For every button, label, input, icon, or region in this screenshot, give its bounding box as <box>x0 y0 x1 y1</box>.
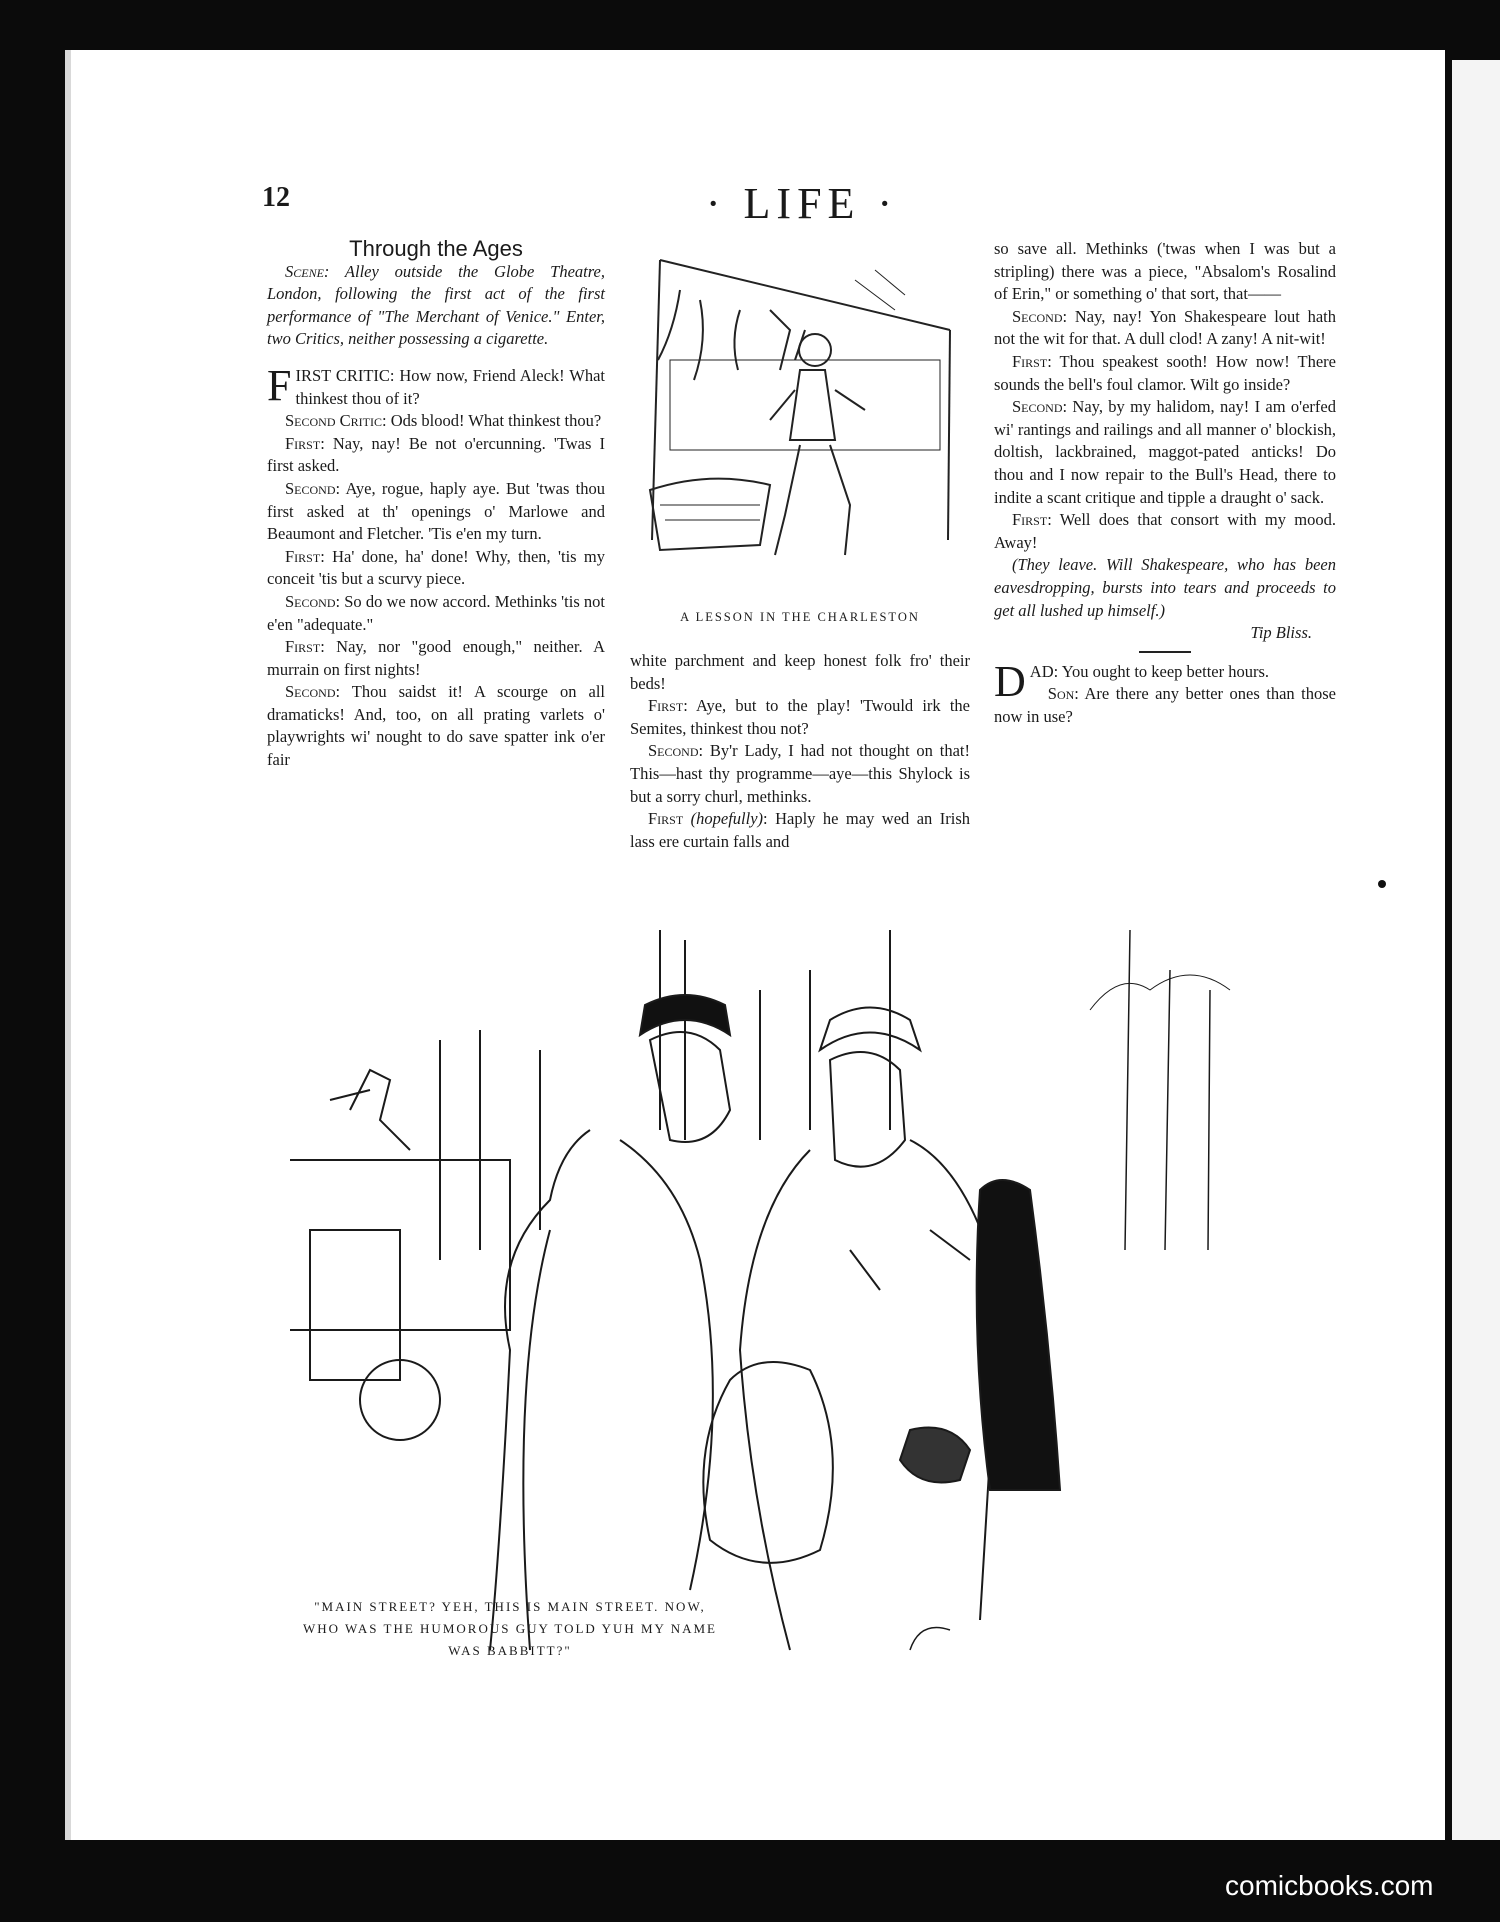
speech-text: : So do we now accord. Methinks 'tis not e'en "adequate." <box>267 591 605 634</box>
page-mark <box>1378 880 1386 888</box>
magazine-title: · LIFE · <box>705 179 899 228</box>
joke-son <box>994 683 1336 728</box>
speaker: First <box>1012 351 1048 371</box>
speech <box>267 636 605 681</box>
charleston-cartoon <box>630 240 970 590</box>
drop-cap: D <box>994 656 1026 706</box>
next-page-edge <box>1452 60 1500 1840</box>
speech <box>630 695 970 740</box>
speech-text: : Ha' done, ha' done! Why, then, 'tis my conceit 'tis but a scurvy piece. <box>267 546 605 589</box>
speaker: First <box>285 433 321 453</box>
main-street-caption: "MAIN STREET? YEH, THIS IS MAIN STREET. NOW, WHO WAS THE HUMOROUS GUY TOLD YUH MY NAME WAS BABBITT?" <box>303 1599 717 1658</box>
charleston-caption: A LESSON IN THE CHARLESTON <box>680 610 920 624</box>
speech-text: : Nay, nay! Yon Shakespeare lout hath not the wit for that. A dull clod! A zany! A nit-wit! <box>994 306 1336 349</box>
speech-text: : Thou speakest sooth! How now! There sounds the bell's foul clamor. Wilt go inside? <box>994 351 1336 394</box>
watermark: comicbooks.com <box>1225 1870 1434 1901</box>
speech-text: : Well does that consort with my mood. Away! <box>994 510 1336 552</box>
speech-text: : Aye, rogue, haply aye. But 'twas thou first asked at th' openings o' Marlowe and Beaumont and Fletcher. 'Tis e'en my turn. <box>267 478 605 544</box>
scene-description <box>267 261 605 351</box>
speaker: First <box>285 637 321 657</box>
speech <box>994 306 1336 351</box>
speech-text: : Thou saidst it! A scourge on all dramaticks! And, too, on all prating varlets o' playwrights wi' nought to do save spatter ink o'er fair <box>267 682 605 770</box>
speaker: Second <box>285 478 336 498</box>
continuation: white parchment and keep honest folk fro' their beds! <box>630 651 970 693</box>
speech-text: : Nay, nor "good enough," neither. A murrain on first nights! <box>267 637 605 679</box>
speaker: Second <box>285 682 336 702</box>
continuation: so save all. Methinks ('twas when I was but a stripling) there was a piece, "Absalom's Rosalind of Erin," or something o' that sort, that—— <box>994 239 1336 304</box>
speech <box>267 546 605 591</box>
page-header <box>262 178 1342 228</box>
speaker: AD <box>1029 661 1054 681</box>
speech <box>630 808 970 853</box>
speech <box>267 591 605 636</box>
speech-text: : How now, Friend Aleck! What thinkest thou of it? <box>295 365 605 408</box>
speech-text: : By'r Lady, I had not thought on that! This—hast thy programme—aye—this Shylock is but a sorry churl, methinks. <box>630 741 970 806</box>
speaker: First <box>1012 510 1048 530</box>
speech <box>267 478 605 546</box>
speech <box>267 410 605 433</box>
speaker: Second <box>285 591 336 611</box>
speech-text: : Nay, nay! Be not o'ercunning. 'Twas I first asked. <box>267 433 605 476</box>
speech <box>630 740 970 808</box>
scene-label: Scene <box>285 261 324 281</box>
author-signature: Tip Bliss. <box>1250 623 1312 643</box>
speech <box>267 433 605 478</box>
speech-text: : Haply he may wed an Irish lass ere curtain falls and <box>630 809 971 851</box>
speaker: Second <box>648 741 699 761</box>
stage-direction: (hopefully) <box>683 809 764 829</box>
speech <box>267 681 605 771</box>
speaker: IRST CRITIC <box>295 365 390 385</box>
speaker: First <box>648 696 684 716</box>
byline <box>994 622 1336 645</box>
first-speech <box>267 360 605 410</box>
speech-text: : Ods blood! What thinkest thou? <box>381 411 602 431</box>
speech <box>994 396 1336 509</box>
speech-text: : Aye, but to the play! 'Twould irk the Semites, thinkest thou not? <box>630 696 970 738</box>
speech <box>994 351 1336 396</box>
speaker: Second <box>1012 306 1063 326</box>
column-1 <box>267 238 605 772</box>
main-street-cartoon <box>290 930 1290 1700</box>
drop-cap: F <box>267 360 292 410</box>
speech-text: : Are there any better ones than those now in use? <box>994 684 1336 726</box>
speaker: Son <box>1047 684 1075 704</box>
page-number: 12 <box>262 182 290 213</box>
speaker: Second <box>1012 397 1063 417</box>
closing-stage-direction: (They leave. Will Shakespeare, who has been eavesdropping, bursts into tears and proceeds to get all lushed up himself.) <box>994 555 1336 620</box>
scene-text: : Alley outside the Globe Theatre, London, following the first act of the first performance of "The Merchant of Venice." Enter, two Critics, neither possessing a cigarette. <box>267 261 605 349</box>
article-title: Through the Ages <box>349 236 523 261</box>
speech-text: : Nay, by my halidom, nay! I am o'erfed wi' rantings and railings and all manner o' blockish, doltish, lackbrained, maggot-pated anticks! Do thou and I now repair to the Bull's Head, there to indite a scant critique and tipple a draught o' sack. <box>994 397 1336 507</box>
divider <box>1139 651 1191 653</box>
column-3 <box>994 238 1336 728</box>
speaker: First <box>285 546 321 566</box>
speaker: Second Critic <box>285 411 382 431</box>
speech-text: : You ought to keep better hours. <box>1053 661 1270 681</box>
speaker: First <box>648 809 684 829</box>
speech <box>994 509 1336 554</box>
column-2 <box>630 650 970 853</box>
